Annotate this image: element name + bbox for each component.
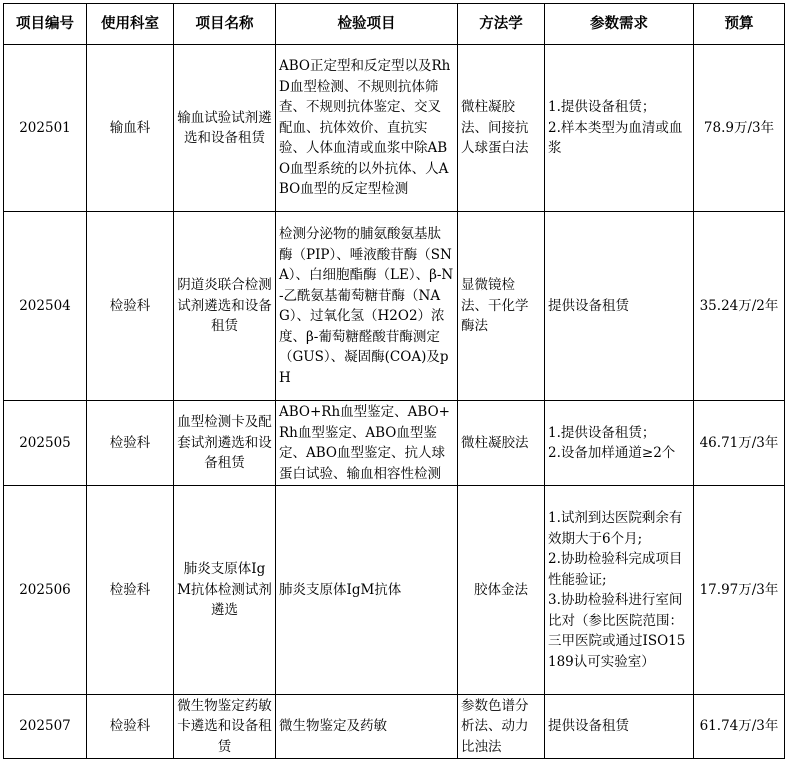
param-line: 提供设备租赁 [548,297,629,314]
param-line: 1.提供设备租赁； [548,99,656,116]
cell-method: 显微镜检法、干化学酶法 [458,212,545,401]
cell-method: 胶体金法 [458,486,545,695]
header-budget: 预算 [694,4,785,45]
param-line: 2.样本类型为血清或血浆 [548,119,683,157]
param-line: 提供设备租赁 [548,718,629,735]
cell-budget: 46.71万/3年 [694,401,785,486]
cell-method: 参数色谱分析法、动力比浊法 [458,695,545,759]
cell-test-item: ABO+Rh血型鉴定、ABO+Rh血型鉴定、ABO血型鉴定、ABO血型鉴定、抗人球蛋白试验、输血相容性检测 [276,401,458,486]
header-params: 参数需求 [545,4,694,45]
param-line: 2.协助检验科完成项目性能验证; [548,551,683,588]
cell-params [545,212,694,401]
cell-budget: 35.24万/2年 [694,212,785,401]
cell-test-item: 肺炎支原体IgM抗体 [276,486,458,695]
cell-department: 检验科 [87,695,174,759]
cell-project-name: 微生物鉴定药敏卡遴选和设备租赁 [174,695,276,759]
cell-params [545,45,694,212]
table-row [4,45,785,212]
header-row [4,4,785,45]
header-department: 使用科室 [87,4,174,45]
cell-project-no: 202505 [4,401,87,486]
param-line: 1.试剂到达医院剩余有效期大于6个月; [548,510,683,547]
cell-project-no: 202506 [4,486,87,695]
cell-project-name: 血型检测卡及配套试剂遴选和设备租赁 [174,401,276,486]
procurement-table [3,3,785,759]
table-row [4,401,785,486]
cell-method: 微柱凝胶法 [458,401,545,486]
cell-project-name: 肺炎支原体IgM抗体检测试剂遴选 [174,486,276,695]
cell-params [545,695,694,759]
cell-budget: 61.74万/3年 [694,695,785,759]
cell-department: 检验科 [87,401,174,486]
param-line: 1.提供设备租赁； [548,424,656,441]
cell-department: 输血科 [87,45,174,212]
cell-department: 检验科 [87,212,174,401]
table-row [4,212,785,401]
header-test-item: 检验项目 [276,4,458,45]
param-line: 2.设备加样通道≥2个 [548,445,676,461]
cell-params [545,401,694,486]
param-line: 3.协助检验科进行室间比对（参比医院范围：三甲医院或通过ISO15189认可实验室） [548,592,686,670]
header-method: 方法学 [458,4,545,45]
table-row [4,695,785,759]
cell-project-no: 202504 [4,212,87,401]
cell-method: 微柱凝胶法、间接抗人球蛋白法 [458,45,545,212]
cell-budget: 17.97万/3年 [694,486,785,695]
cell-test-item: 微生物鉴定及药敏 [276,695,458,759]
cell-project-no: 202507 [4,695,87,759]
cell-department: 检验科 [87,486,174,695]
cell-project-name: 输血试验试剂遴选和设备租赁 [174,45,276,212]
cell-budget: 78.9万/3年 [694,45,785,212]
cell-test-item: 检测分泌物的脯氨酸氨基肽酶（PIP）、唾液酸苷酶（SNA）、白细胞酯酶（LE）、β-N-乙酰氨基葡萄糖苷酶（NAG）、过氧化氢（H2O2）浓度、β-葡萄糖醛酸苷酶测定（GUS）、凝固酶(COA)及pH [276,212,458,401]
cell-test-item: ABO正定型和反定型以及RhD血型检测、不规则抗体筛查、不规则抗体鉴定、交叉配血、抗体效价、直抗实验、人体血清或血浆中除ABO血型系统的以外抗体、人ABO血型的反定型检测 [276,45,458,212]
table-row [4,486,785,695]
header-project-no: 项目编号 [4,4,87,45]
cell-project-name: 阴道炎联合检测试剂遴选和设备租赁 [174,212,276,401]
cell-project-no: 202501 [4,45,87,212]
header-project-name: 项目名称 [174,4,276,45]
cell-params [545,486,694,695]
